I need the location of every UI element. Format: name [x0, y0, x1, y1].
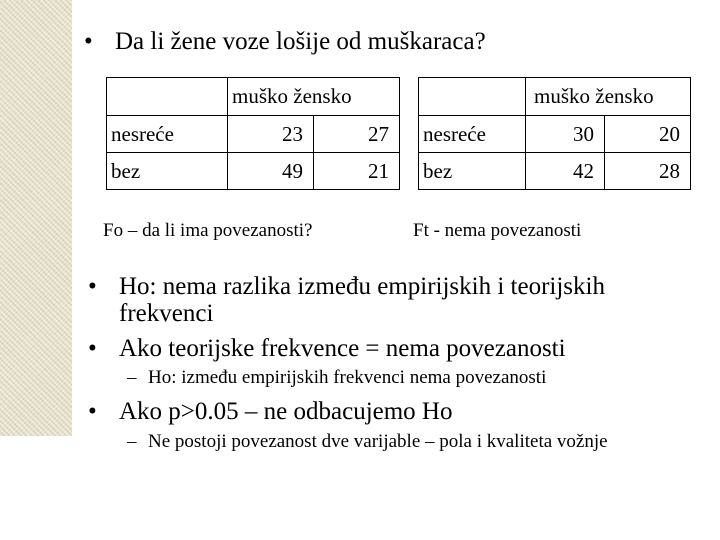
caption-observed: Fo – da li ima povezanosti? [103, 220, 313, 241]
sub-point-text: Ne postoji povezanost dve varijable – pola i kvaliteta vožnje [148, 431, 608, 452]
table-cell: 42 [526, 153, 605, 190]
header-zensko: žensko [595, 84, 654, 108]
row-label: bez [107, 153, 228, 190]
bullet-text: Ho: nema razlika između empirijskih i teorijskih frekvenci [119, 273, 605, 327]
header-musko: muško [232, 84, 289, 108]
bullet-icon: • [88, 273, 97, 300]
table-cell: 20 [605, 116, 691, 153]
table-row [419, 153, 691, 190]
bullet-text: Ako p>0.05 – ne odbacujemo Ho [119, 398, 453, 425]
dash-icon: – [127, 431, 137, 452]
row-label: bez [419, 153, 526, 190]
header-cell-empty [107, 78, 228, 116]
table-cell: 30 [526, 116, 605, 153]
table-row [419, 116, 691, 153]
header-cell-empty [419, 78, 526, 116]
header-cell-gender [228, 78, 400, 116]
header-zensko: žensko [293, 84, 352, 108]
sub-point-text: Ho: između empirijskih frekvenci nema povezanosti [148, 367, 547, 388]
table-row [107, 116, 400, 153]
bullet-icon: • [88, 398, 97, 425]
table-cell: 49 [228, 153, 314, 190]
bullet-text: Ako teorijske frekvence = nema povezanosti [119, 335, 566, 362]
header-musko: muško [534, 84, 591, 108]
caption-theoretical: Ft - nema povezanosti [413, 220, 582, 241]
table-cell: 28 [605, 153, 691, 190]
table-cell: 23 [228, 116, 314, 153]
title-text: Da li žene voze lošije od muškaraca? [115, 28, 486, 55]
row-label: nesreće [419, 116, 526, 153]
theoretical-frequency-table [418, 77, 691, 190]
table-cell: 21 [314, 153, 400, 190]
observed-frequency-table [106, 77, 400, 190]
table-row [107, 153, 400, 190]
row-label: nesreće [107, 116, 228, 153]
table-cell: 27 [314, 116, 400, 153]
bullet-icon: • [84, 28, 93, 55]
bullet-icon: • [88, 335, 97, 362]
header-cell-gender [526, 78, 691, 116]
dash-icon: – [127, 367, 137, 388]
decorative-texture-strip [0, 0, 72, 436]
